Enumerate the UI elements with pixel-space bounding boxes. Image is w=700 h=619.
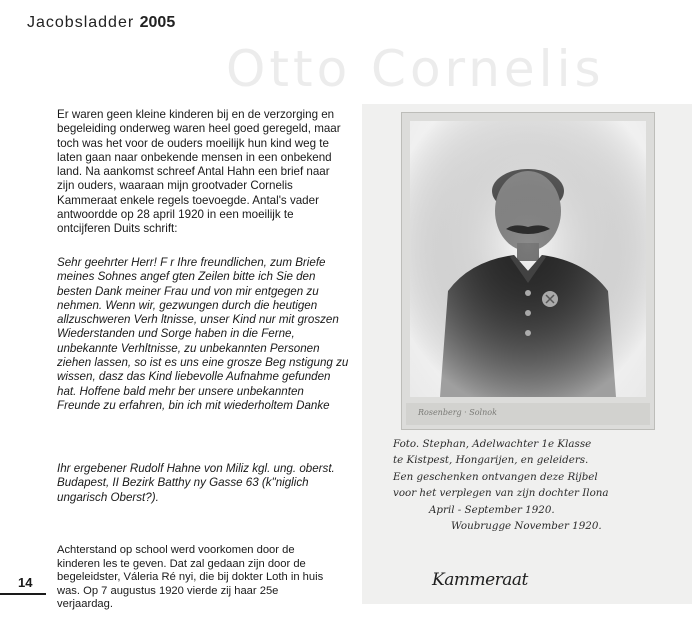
vignette-overlay [410,121,646,397]
header-title: Jacobsladder [27,14,135,31]
letter-quote: Sehr geehrter Herr! F r Ihre freundlichen, zum Briefe meines Sohnes angef gten Zeilen bitte ich Sie den besten Dank meiner Frau und von mir entgegen zu nehmen. Wenn wir, gezwungen durch die heutigen allzuschweren Verh ltnisse, unser Kind nur mit groszen Wiederstanden und Sorge haben in die Ferne, unbekannte Verhltnisse, zu unbekannten Personen ziehen lassen, so ist es uns eine grosze Beg nstigung zu wissen, dasz das Kind liebevolle Aufnahme gefunden hat. Hoffene bald mehr ber unsere unbekannten Freunde zu erfahren, bin ich mit wiederholtem Danke [57,256,349,412]
portrait-photo [410,121,646,397]
running-header [27,14,175,32]
caption-line: voor het verplegen van zijn dochter Ilona [393,487,609,500]
name-watermark: Otto Cornelis [226,40,605,98]
handwritten-signature: Kammeraat [432,570,528,590]
caption-line: Foto. Stephan, Adelwachter 1e Klasse [393,438,592,450]
header-year: 2005 [139,14,176,31]
caption-line: Woubrugge November 1920. [451,520,602,533]
letter-signoff: Ihr ergebener Rudolf Hahne von Miliz kgl. ung. oberst. Budapest, II Bezirk Batthy ny Gasse 63 (k"niglich ungarisch Oberst?). [57,462,335,504]
officer-portrait-illustration [410,121,646,397]
intro-paragraph: Er waren geen kleine kinderen bij en de verzorging en begeleiding onderweg waren heel goed geregeld, maar toch was het voor de ouders moeilijk hun kind weg te laten gaan naar onbekende mensen in een onbekend land. Na aankomst schreef Antal Hahn een brief naar zijn ouders, waaraan mijn grootvader Cornelis Kammeraat enkele regels toevoegde. Antal's vader antwoordde op 28 april 1920 in een moeilijk te ontcijferen Duits schrift: [57,108,341,236]
caption-line: te Kistpest, Hongarijen, en geleiders. [393,454,589,467]
studio-mark: Rosenberg · Solnok [418,408,497,417]
portrait-card [401,112,655,430]
handwritten-caption [393,436,683,534]
page-number-rule [0,593,46,595]
closing-paragraph: Achterstand op school werd voorkomen door de kinderen les te geven. Dat zal gedaan zijn door de begeleidster, Váleria Ré nyi, die bij dokter Loth in huis was. Op 7 augustus 1920 vierde zij haar 25e verjaardag. [57,544,324,611]
caption-line: April - September 1920. [429,503,555,516]
caption-line: Een geschenken ontvangen deze Rijbel [393,470,598,483]
page-number: 14 [18,575,33,590]
